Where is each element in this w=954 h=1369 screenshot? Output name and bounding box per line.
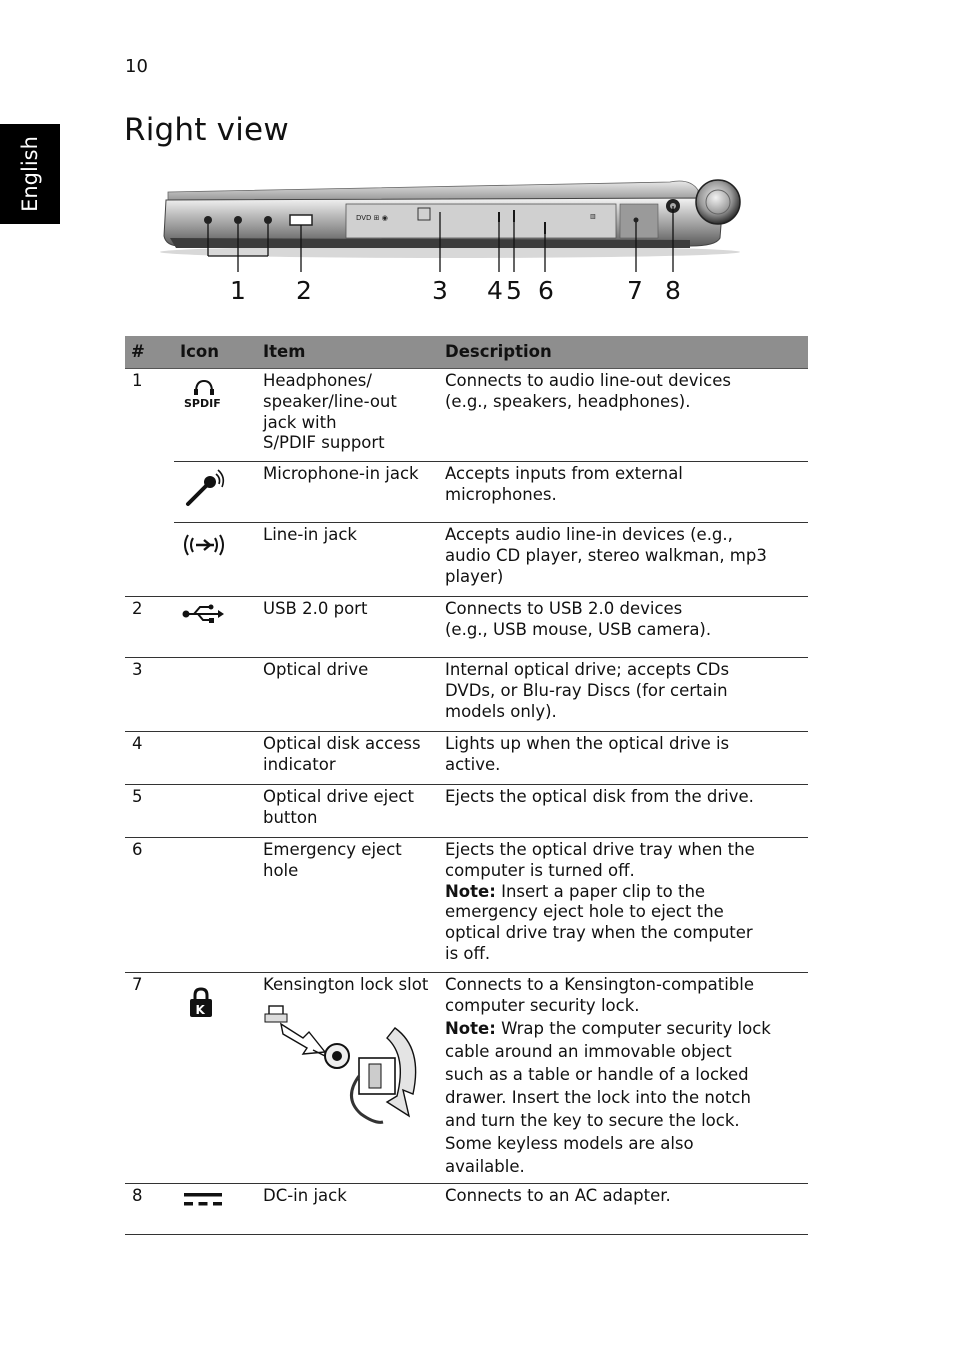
note-text: Wrap the computer security lock: [495, 1018, 771, 1038]
item-line: Optical drive: [263, 660, 369, 679]
item-line: hole: [263, 860, 299, 880]
page-title: Right view: [124, 112, 289, 148]
description-line: models only).: [445, 701, 557, 721]
note-line: and turn the key to secure the lock.: [445, 1110, 740, 1130]
item-line: Kensington lock slot: [263, 975, 429, 994]
callout-5: 5: [506, 276, 522, 305]
svg-text:DVD ⊞ ◉: DVD ⊞ ◉: [356, 214, 388, 222]
description-line: computer security lock.: [445, 995, 640, 1015]
note-line: emergency eject hole to eject the: [445, 902, 724, 922]
description-line: (e.g., USB mouse, USB camera).: [445, 619, 712, 639]
row-number: 6: [125, 838, 174, 973]
table-row: [125, 369, 808, 462]
description-line: Internal optical drive; accepts CDs: [445, 660, 730, 679]
kensington-lock-icon: [180, 975, 251, 1025]
note-line: [445, 882, 802, 903]
description-line: active.: [445, 754, 501, 774]
row-number: 5: [125, 785, 174, 838]
row-number: 8: [125, 1184, 174, 1235]
row-number: 1: [132, 371, 143, 390]
line-in-icon: [180, 525, 251, 567]
callout-2: 2: [296, 276, 312, 305]
note-text: Insert a paper clip to the: [495, 881, 706, 901]
note-label: Note:: [445, 1018, 496, 1038]
row-number: 4: [125, 732, 174, 785]
item-line: jack with: [263, 412, 337, 432]
table-row: [125, 523, 808, 597]
note-line: [445, 1017, 802, 1040]
item-line: speaker/line-out: [263, 391, 397, 411]
note-line: Some keyless models are also: [445, 1133, 694, 1153]
headphones-spdif-icon: [180, 371, 251, 415]
table-row: [125, 462, 808, 523]
header-num: #: [125, 336, 174, 369]
callout-6: 6: [538, 276, 554, 305]
table-row: [125, 658, 808, 732]
item-line: Line-in jack: [263, 525, 357, 544]
note-line: available.: [445, 1156, 525, 1176]
page-number: 10: [125, 56, 148, 77]
callout-7: 7: [627, 276, 643, 305]
row-number: 3: [125, 658, 174, 732]
table-row: [125, 597, 808, 658]
callout-8: 8: [665, 276, 681, 305]
note-line: optical drive tray when the computer: [445, 923, 753, 943]
description-line: audio CD player, stereo walkman, mp3: [445, 545, 767, 565]
table-row: [125, 785, 808, 838]
laptop-right-view-figure: [150, 160, 750, 310]
description-line: Ejects the optical disk from the drive.: [445, 787, 754, 806]
description-line: Connects to USB 2.0 devices: [445, 599, 683, 618]
table-row: [125, 973, 808, 1184]
item-line: DC-in jack: [263, 1186, 347, 1205]
description-line: Connects to audio line-out devices: [445, 371, 731, 390]
description-line: Connects to a Kensington-compatible: [445, 975, 755, 994]
callout-1: 1: [230, 276, 246, 305]
description-line: Accepts inputs from external: [445, 464, 683, 483]
item-line: Optical drive eject: [263, 787, 414, 806]
header-item: Item: [257, 336, 439, 369]
description-line: Lights up when the optical drive is: [445, 734, 730, 753]
usb-icon: [180, 599, 251, 631]
note-label: Note:: [445, 881, 496, 901]
description-line: player): [445, 566, 504, 586]
lock-installation-illustration: [263, 998, 433, 1128]
header-description: Description: [439, 336, 808, 369]
description-line: microphones.: [445, 484, 557, 504]
item-line: USB 2.0 port: [263, 599, 368, 618]
microphone-icon: [180, 464, 251, 514]
dc-in-icon: [180, 1186, 251, 1216]
description-line: Ejects the optical drive tray when the: [445, 840, 755, 859]
item-line: Microphone-in jack: [263, 464, 419, 483]
item-line: Optical disk access: [263, 734, 421, 753]
callout-4: 4: [487, 276, 503, 305]
callout-3: 3: [432, 276, 448, 305]
lock-letter: K: [195, 1003, 205, 1017]
note-line: is off.: [445, 943, 491, 963]
description-line: (e.g., speakers, headphones).: [445, 391, 691, 411]
language-side-tab: [0, 124, 60, 224]
note-line: such as a table or handle of a locked: [445, 1064, 749, 1084]
item-line: Emergency eject: [263, 840, 402, 859]
description-line: Accepts audio line-in devices (e.g.,: [445, 525, 733, 544]
description-line: computer is turned off.: [445, 860, 635, 880]
table-header-row: [125, 336, 808, 369]
item-line: S/PDIF support: [263, 433, 385, 453]
laptop-illustration: [150, 160, 750, 310]
item-line: Headphones/: [263, 371, 372, 390]
item-line: indicator: [263, 754, 336, 774]
description-line: DVDs, or Blu-ray Discs (for certain: [445, 680, 728, 700]
side-tab-label: English: [18, 136, 43, 212]
ports-table: [125, 336, 808, 1235]
description-line: Connects to an AC adapter.: [445, 1186, 671, 1205]
note-line: cable around an immovable object: [445, 1041, 732, 1061]
svg-text:▥: ▥: [590, 213, 596, 220]
table-row: [125, 838, 808, 973]
item-line: button: [263, 807, 318, 827]
spdif-label: SPDIF: [184, 397, 221, 409]
note-line: drawer. Insert the lock into the notch: [445, 1087, 751, 1107]
header-icon: Icon: [174, 336, 257, 369]
table-row: [125, 1184, 808, 1235]
row-number: 2: [125, 597, 174, 658]
row-number: 7: [125, 973, 174, 1184]
table-row: [125, 732, 808, 785]
